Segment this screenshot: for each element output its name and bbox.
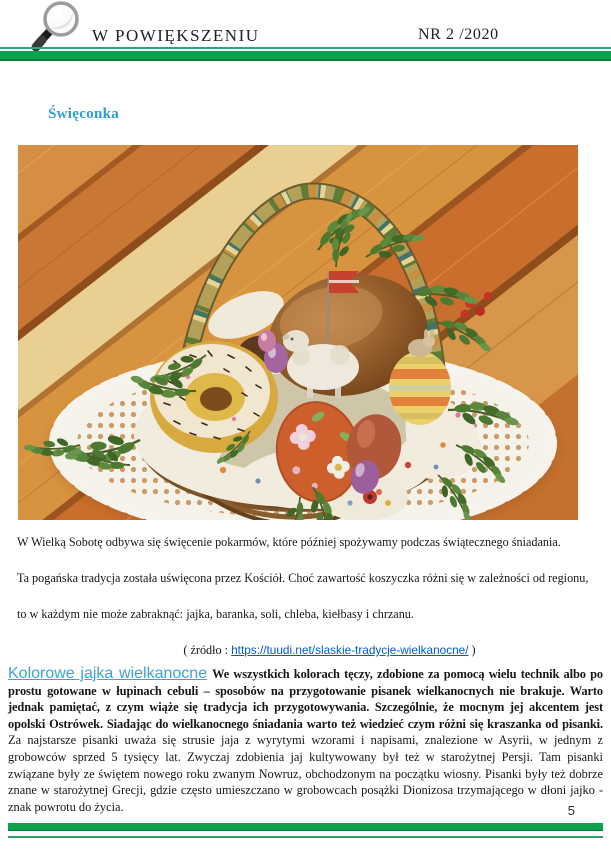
article-title: Święconka [48,106,120,122]
source-prefix: ( źródło : [183,643,232,657]
footer-green-bar [8,823,603,831]
paragraph-1: W Wielką Sobotę odbywa się święcenie pokarmów, które później spożywamy podczas świątecznego śniadania. [17,535,561,549]
header-green-bar [0,51,611,61]
section-lead-bold: We wszystkich kolorach tęczy, zdobione za pomocą wielu technik albo po prostu gotowane w łupinach cebuli – sposobów na przygotowanie pisanek wielkanocnych nie brakuje. Warto jednak pamiętać, z czym wiąże się tradycja ich przygotowywania. Szczególnie, że mocnym jej akcentem jest opolski Ostrówek. Siadając do wielkanocnego śniadania warto też wiedzieć czym różni się kraszanka od pisanki. [8,667,603,731]
issue-number: NR 2 /2020 [418,26,499,43]
page-number: 5 [567,803,575,818]
source-link[interactable]: https://tuudi.net/slaskie-tradycje-wielkanocne/ [231,643,469,657]
section-body: Za najstarsze pisanki uważa się strusie jaja z wyrytymi wzorami i napisami, znalezione w Asyrii, w jednym z grobowców sprzed 5 tysięcy lat. Zwyczaj zdobienia jaj kultywowany był też w starożytnej Persji. Tam pisanki związane były ze świętem nowego roku zwanym Nowruz, obchodzonym na początku wiosny. Pisanki były też dobrze znane w starożytnej Grecji, gdzie często umieszczano w grobowcach posążki Dionizosa trzymającego w dłoni jajko - znak powrotu do życia. [8,733,603,814]
header-thin-rule [0,47,611,49]
section-heading: Kolorowe jajka wielkanocne [8,665,208,682]
paragraph-2: Ta pogańska tradycja została uświęcona przez Kościół. Choć zawartość koszyczka różni się w zależności od regionu, [17,571,589,585]
footer-thin-rule [8,836,603,838]
easter-basket-photo [18,145,578,520]
section-kolorowe-jajka [8,666,603,815]
newsletter-title: W POWIĘKSZENIU [92,26,260,45]
source-suffix: ) [468,643,476,657]
paragraph-3: to w każdym nie może zabraknąć: jajka, baranka, soli, chleba, kiełbasy i chrzanu. [17,607,414,621]
source-line [48,643,611,658]
section-lead [8,666,603,732]
